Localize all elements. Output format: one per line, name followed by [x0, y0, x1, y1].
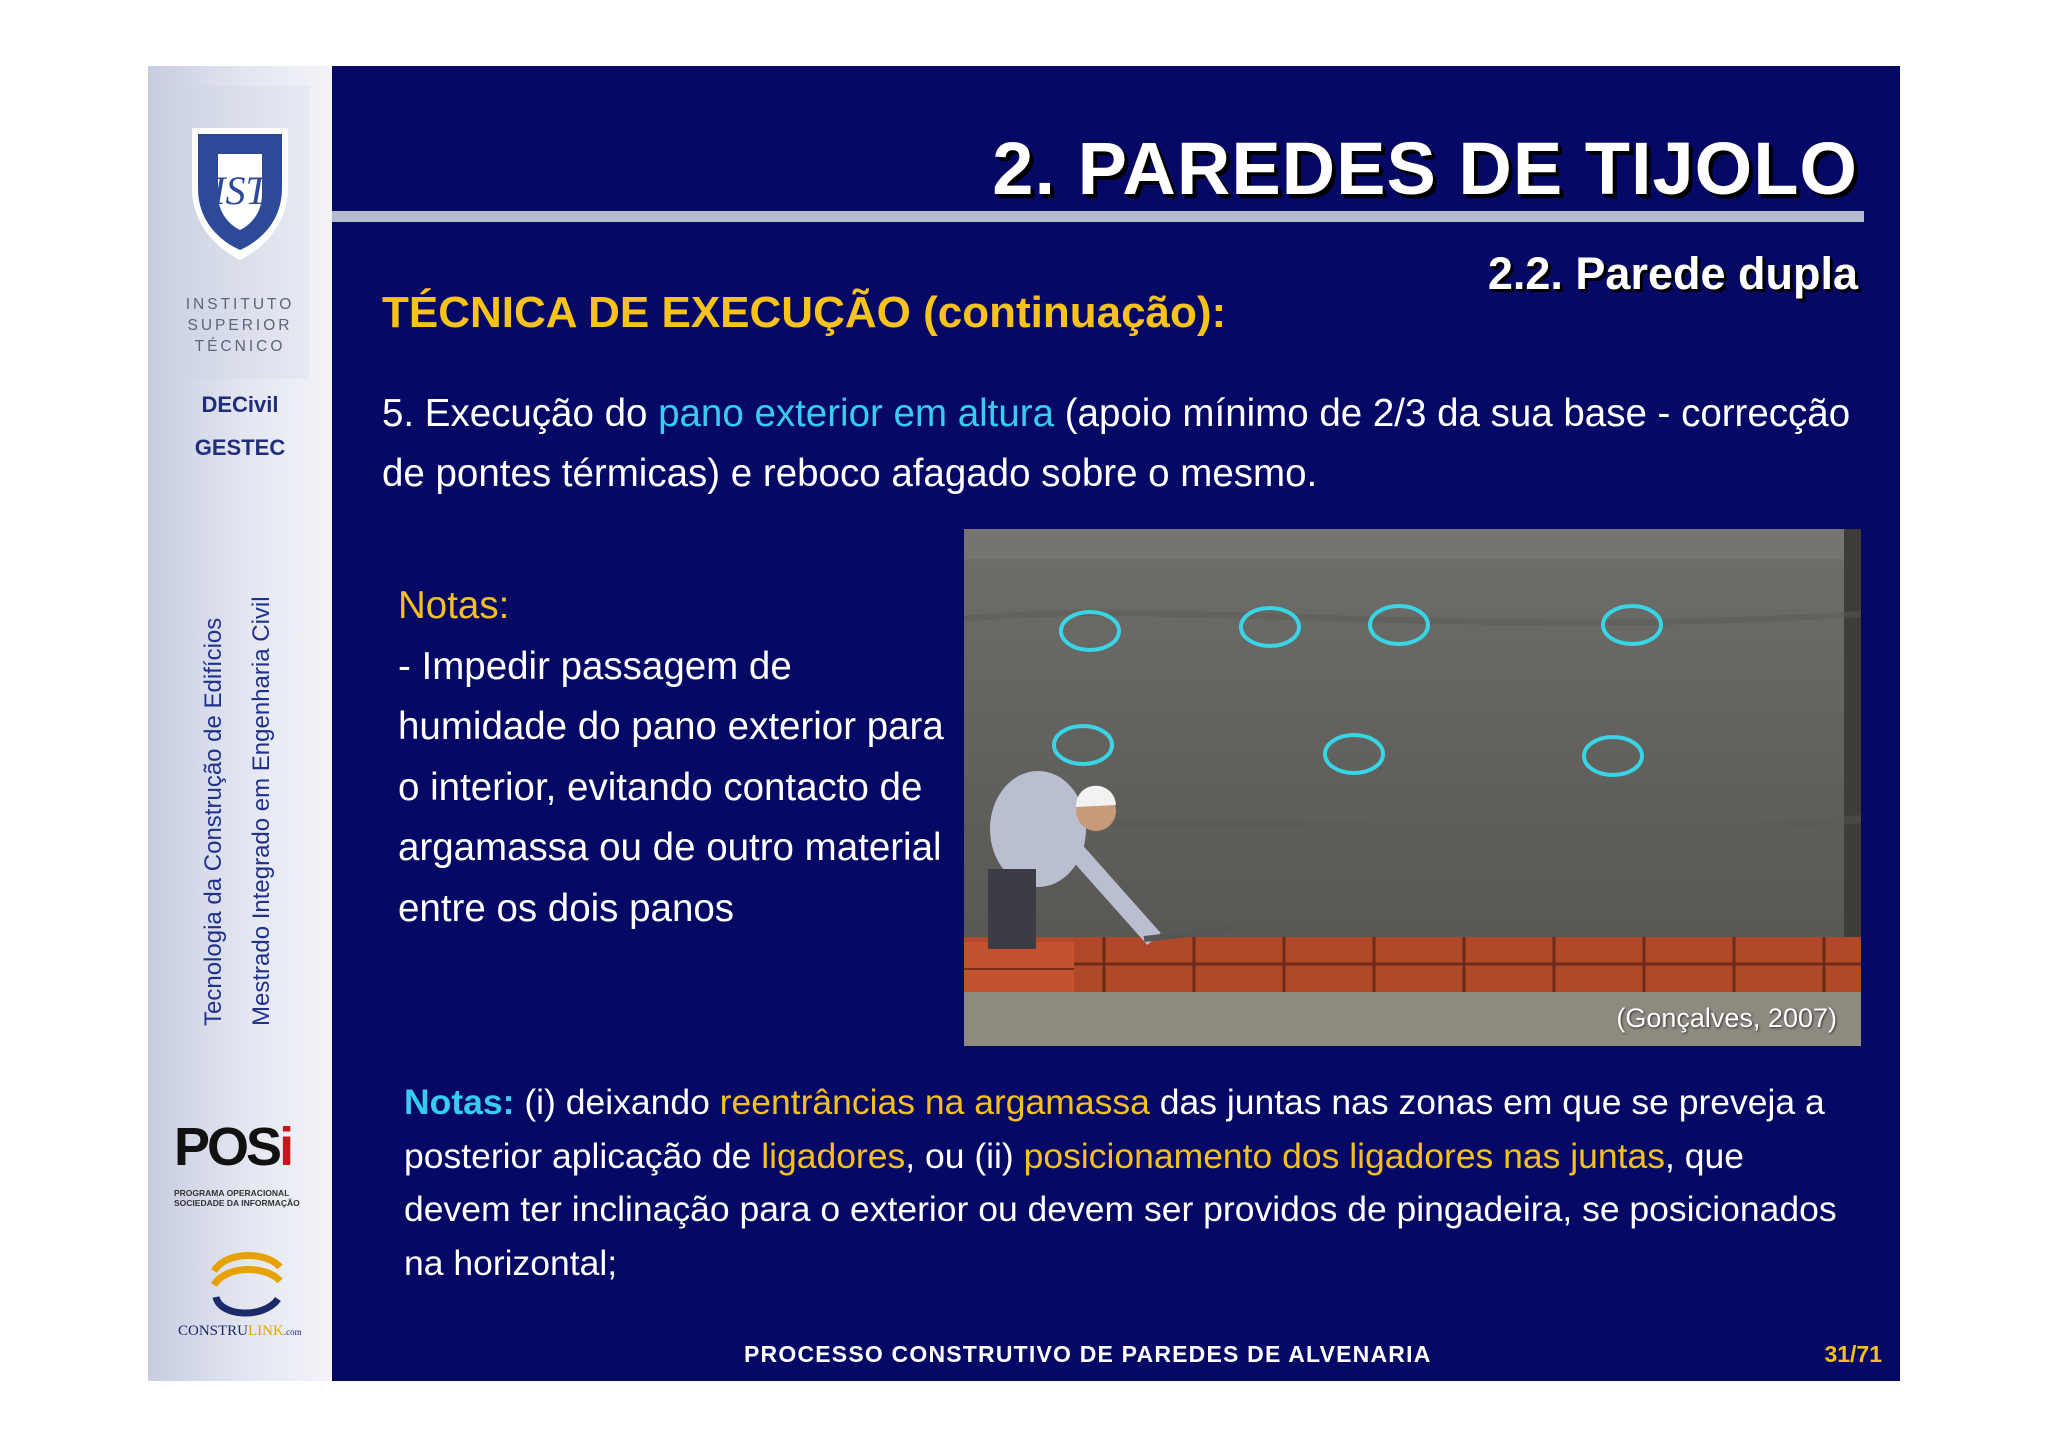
posi-logo: POSi PROGRAMA OPERACIONAL SOCIEDADE DA INFORMAÇÃO	[174, 1117, 300, 1208]
ist-logo	[170, 86, 310, 379]
slide-title: 2. PAREDES DE TIJOLO	[992, 127, 1858, 210]
slide-subtitle: 2.2. Parede dupla	[1487, 248, 1858, 299]
department-label: DECivil	[201, 392, 279, 417]
program-title: Mestrado Integrado em Engenharia Civil	[248, 596, 275, 1026]
svg-text:IST: IST	[212, 168, 268, 213]
notes-box	[398, 576, 958, 939]
ist-emblem-icon	[188, 124, 292, 264]
photo-caption: (Gonçalves, 2007)	[1616, 1003, 1837, 1033]
course-title: Tecnologia da Construção de Edifícios	[200, 617, 227, 1026]
wall-photo-illustration	[964, 529, 1861, 1046]
course-labels	[190, 486, 286, 1026]
construlink-emblem-icon	[206, 1241, 286, 1321]
construction-photo	[964, 529, 1861, 1046]
title-divider	[332, 211, 1864, 222]
notes-title: Notas:	[398, 584, 510, 627]
slide	[148, 66, 1900, 1381]
group-label: GESTEC	[194, 435, 286, 460]
institution-name: INSTITUTO SUPERIOR TÉCNICO	[185, 296, 295, 355]
sidebar	[148, 66, 332, 1381]
page-number: 31/71	[1824, 1341, 1882, 1367]
slide-content	[332, 66, 1900, 1381]
step-highlight: pano exterior em altura	[658, 392, 1055, 435]
notes-body: - Impedir passagem de humidade do pano exterior para o interior, evitando contacto de argamassa ou de outro material entre os dois panos	[398, 644, 944, 930]
construlink-logo: CONSTRULINK.com	[178, 1241, 308, 1351]
step-text: 5. Execução do pano exterior em altura (apoio mínimo de 2/3 da sua base - correcção de pontes térmicas) e reboco afagado sobre o mesmo.	[382, 392, 1851, 495]
section-heading: TÉCNICA DE EXECUÇÃO (continuação):	[382, 288, 1227, 337]
footer-title: PROCESSO CONSTRUTIVO DE PAREDES DE ALVENARIA	[744, 1341, 1432, 1367]
footnote: Notas: (i) deixando reentrâncias na argamassa das juntas nas zonas em que se preveja a posterior aplicação de ligadores, ou (ii) posicionamento dos ligadores nas juntas, que devem ter inclinação para o exterior ou devem ser providos de pingadeira, se posicionados na horizontal;	[404, 1082, 1837, 1283]
